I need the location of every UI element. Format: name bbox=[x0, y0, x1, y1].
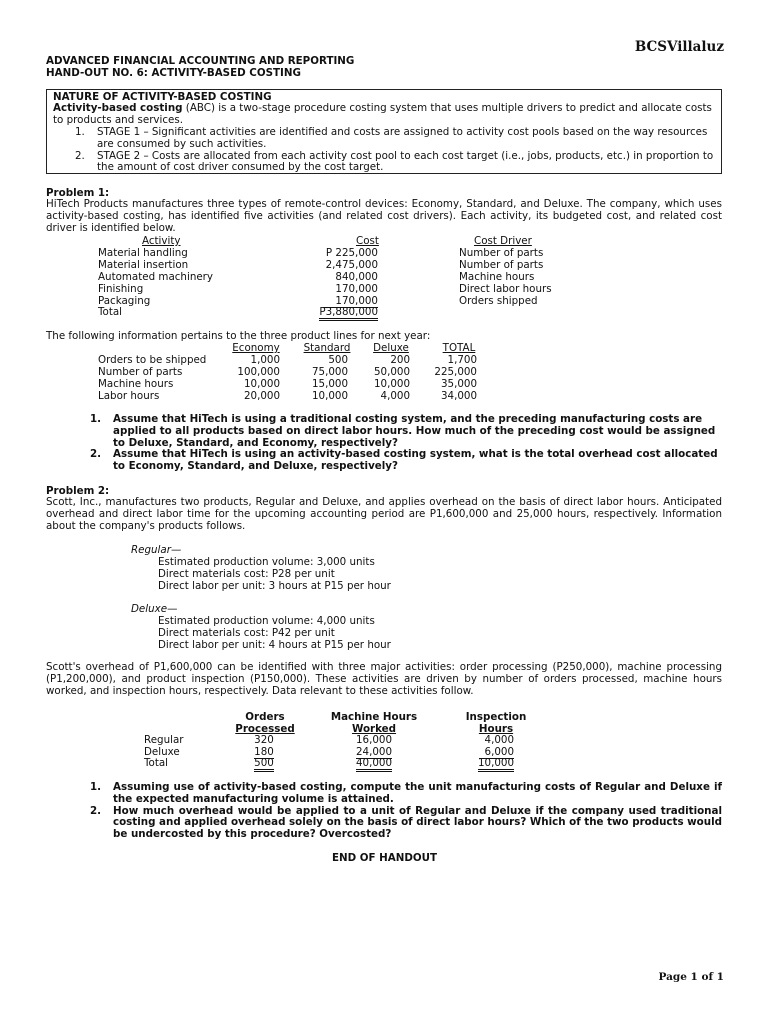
col-header-cost-driver: Cost Driver bbox=[474, 235, 532, 247]
regular-label: Regular— bbox=[131, 544, 182, 556]
col-header-processed: Processed bbox=[235, 723, 295, 735]
product-cell: 225,000 bbox=[434, 366, 477, 378]
course-title: ADVANCED FINANCIAL ACCOUNTING AND REPORTING bbox=[46, 55, 355, 67]
product-cell: 34,000 bbox=[440, 390, 477, 402]
regular-line: Estimated production volume: 3,000 units bbox=[158, 556, 375, 568]
activity-cost: 840,000 bbox=[335, 271, 378, 283]
product-row-label: Number of parts bbox=[98, 366, 183, 378]
stage-item bbox=[75, 151, 717, 175]
nature-heading: NATURE OF ACTIVITY-BASED COSTING bbox=[53, 91, 272, 103]
product-cell: 100,000 bbox=[237, 366, 280, 378]
p2-cell-value: 40,000 bbox=[356, 757, 392, 772]
activity-cost: 2,475,000 bbox=[325, 259, 378, 271]
abc-definition bbox=[53, 103, 717, 127]
stage-number: 1. bbox=[75, 126, 85, 138]
abc-definition-text: (ABC) is a two-stage procedure costing system that uses multiple drivers to predict and allocate costs to products and services. bbox=[53, 102, 712, 126]
activity-name: Material insertion bbox=[98, 259, 189, 271]
p2-cell: 4,000 bbox=[484, 734, 514, 746]
product-cell: 200 bbox=[390, 354, 410, 366]
col-header-orders: Orders bbox=[245, 711, 285, 723]
col-header-hours: Hours bbox=[478, 723, 514, 735]
activity-driver: Machine hours bbox=[459, 271, 535, 283]
p2-cell bbox=[472, 757, 514, 769]
question-text: How much overhead would be applied to a unit of Regular and Deluxe if the company used traditional costing and applied overhead solely on the basis of direct labor hours? Which of the two products would be undercosted by this procedure? Overcosted? bbox=[113, 804, 722, 841]
product-cell: 20,000 bbox=[243, 390, 280, 402]
product-cell: 35,000 bbox=[440, 378, 477, 390]
deluxe-line: Direct materials cost: P42 per unit bbox=[158, 627, 335, 639]
question-number: 1. bbox=[90, 781, 102, 793]
p2-row-label: Total bbox=[144, 757, 169, 769]
p2-cell-value: 180 bbox=[254, 746, 274, 758]
question-item bbox=[90, 782, 722, 806]
p2-cell bbox=[244, 757, 284, 769]
p2-cell: 16,000 bbox=[355, 734, 392, 746]
regular-line: Direct materials cost: P28 per unit bbox=[158, 568, 335, 580]
stage-text: STAGE 2 – Costs are allocated from each activity cost pool to each cost target (i.e., jobs, products, etc.) in proportion to the amount of cost driver consumed by the cost target. bbox=[97, 149, 714, 174]
question-item bbox=[90, 449, 722, 473]
activity-name: Material handling bbox=[98, 247, 188, 259]
product-cell: 15,000 bbox=[311, 378, 348, 390]
product-row-label: Labor hours bbox=[98, 390, 160, 402]
product-row-label: Machine hours bbox=[98, 378, 174, 390]
p2-cell bbox=[344, 757, 392, 769]
regular-line: Direct labor per unit: 3 hours at P15 per hour bbox=[158, 580, 391, 592]
col-header-inspection: Inspection bbox=[465, 711, 527, 723]
product-cell: 10,000 bbox=[311, 390, 348, 402]
deluxe-line: Direct labor per unit: 4 hours at P15 per hour bbox=[158, 639, 391, 651]
col-header-activity: Activity bbox=[142, 235, 181, 247]
question-text: Assume that HiTech is using an activity-based costing system, what is the total overhead cost allocated to Economy, Standard, and Deluxe, respectively? bbox=[113, 448, 718, 473]
question-number: 1. bbox=[90, 413, 102, 425]
activity-driver: Number of parts bbox=[459, 247, 544, 259]
col-header-worked: Worked bbox=[351, 723, 397, 735]
p2-cell-value: 500 bbox=[254, 757, 274, 772]
stage-number: 2. bbox=[75, 149, 85, 162]
question-text: Assuming use of activity-based costing, compute the unit manufacturing costs of Regular and Deluxe if the expected manufacturing volume is attained. bbox=[113, 781, 722, 805]
p2-cell-value: 24,000 bbox=[355, 746, 392, 758]
col-header-total: TOTAL bbox=[442, 342, 476, 354]
question-number: 2. bbox=[90, 804, 102, 817]
p2-cell-value: 10,000 bbox=[478, 757, 514, 772]
product-cell: 10,000 bbox=[243, 378, 280, 390]
activity-cost: 170,000 bbox=[335, 283, 378, 295]
product-cell: 50,000 bbox=[373, 366, 410, 378]
problem2-questions bbox=[90, 782, 722, 841]
activity-driver: Direct labor hours bbox=[459, 283, 552, 295]
page-number: Page 1 of 1 bbox=[658, 971, 724, 983]
product-cell: 500 bbox=[328, 354, 348, 366]
activity-name: Packaging bbox=[98, 295, 151, 307]
author-header: BCSVillaluz bbox=[634, 39, 724, 55]
handout-title: HAND-OUT NO. 6: ACTIVITY-BASED COSTING bbox=[46, 67, 301, 79]
product-cell: 4,000 bbox=[380, 390, 410, 402]
activity-driver: Number of parts bbox=[459, 259, 544, 271]
activity-total-label: Total bbox=[98, 306, 123, 318]
overhead-text: Scott's overhead of P1,600,000 can be identified with three major activities: order processing (P250,000), machine processing (P1,200,000), and product inspection (P150,000). These activities are driven by number of orders processed, machine hours worked, and inspection hours, respectively. Data relevant to these activities follow. bbox=[46, 661, 722, 697]
nature-box bbox=[46, 89, 722, 174]
col-header-cost: Cost bbox=[356, 235, 379, 247]
activity-total-cost bbox=[290, 306, 378, 318]
product-cell: 1,700 bbox=[447, 354, 477, 366]
activity-cost-value: 170,000 bbox=[323, 295, 378, 308]
p2-cell-value: 6,000 bbox=[479, 746, 514, 759]
p2-row-label: Regular bbox=[144, 734, 184, 746]
col-header-deluxe: Deluxe bbox=[373, 342, 409, 354]
question-text: Assume that HiTech is using a traditional costing system, and the preceding manufacturing costs are applied to all products based on direct labor hours. How much of the preceding cost would be assigned to Deluxe, Standard, and Economy, respectively? bbox=[113, 413, 716, 449]
stage-list bbox=[75, 127, 717, 174]
product-row-label: Orders to be shipped bbox=[98, 354, 207, 366]
problem1-heading: Problem 1: bbox=[46, 187, 110, 199]
stage-text: STAGE 1 – Significant activities are identified and costs are assigned to activity cost pools based on the way resources are consumed by such activities. bbox=[97, 126, 708, 150]
col-header-economy: Economy bbox=[232, 342, 280, 354]
stage-item bbox=[75, 127, 717, 151]
activity-cost: P 225,000 bbox=[325, 247, 378, 259]
activity-name: Automated machinery bbox=[98, 271, 214, 283]
problem2-intro: Scott, Inc., manufactures two products, Regular and Deluxe, and applies overhead on the basis of direct labor hours. Anticipated overhead and direct labor time for the upcoming accounting period are P1,600,000 and 25,000 hours, respectively. Information about the company's products follows. bbox=[46, 496, 722, 532]
question-item bbox=[90, 806, 722, 841]
product-cell: 10,000 bbox=[373, 378, 410, 390]
deluxe-line: Estimated production volume: 4,000 units bbox=[158, 615, 375, 627]
question-number: 2. bbox=[90, 448, 102, 461]
p2-row-label: Deluxe bbox=[144, 746, 180, 758]
question-item bbox=[90, 414, 722, 449]
product-cell: 1,000 bbox=[250, 354, 280, 366]
col-header-machine-hours: Machine Hours bbox=[330, 711, 418, 723]
activity-total-value: P3,880,000 bbox=[319, 306, 378, 321]
problem1-questions bbox=[90, 414, 722, 473]
deluxe-label: Deluxe— bbox=[131, 603, 178, 615]
activity-driver: Orders shipped bbox=[459, 295, 538, 307]
product-cell: 75,000 bbox=[311, 366, 348, 378]
abc-term: Activity-based costing bbox=[53, 102, 183, 114]
end-of-handout: END OF HANDOUT bbox=[332, 852, 438, 864]
p2-cell: 320 bbox=[254, 734, 274, 746]
col-header-standard: Standard bbox=[303, 342, 351, 354]
product-lines-intro: The following information pertains to the three product lines for next year: bbox=[46, 330, 431, 342]
activity-name: Finishing bbox=[98, 283, 144, 295]
problem2-heading: Problem 2: bbox=[46, 485, 110, 497]
problem1-intro: HiTech Products manufactures three types of remote-control devices: Economy, Standard, and Deluxe. The company, which uses activity-based costing, has identified five activities (and related cost drivers). Each activity, its budgeted cost, and related cost driver is identified below. bbox=[46, 198, 722, 234]
